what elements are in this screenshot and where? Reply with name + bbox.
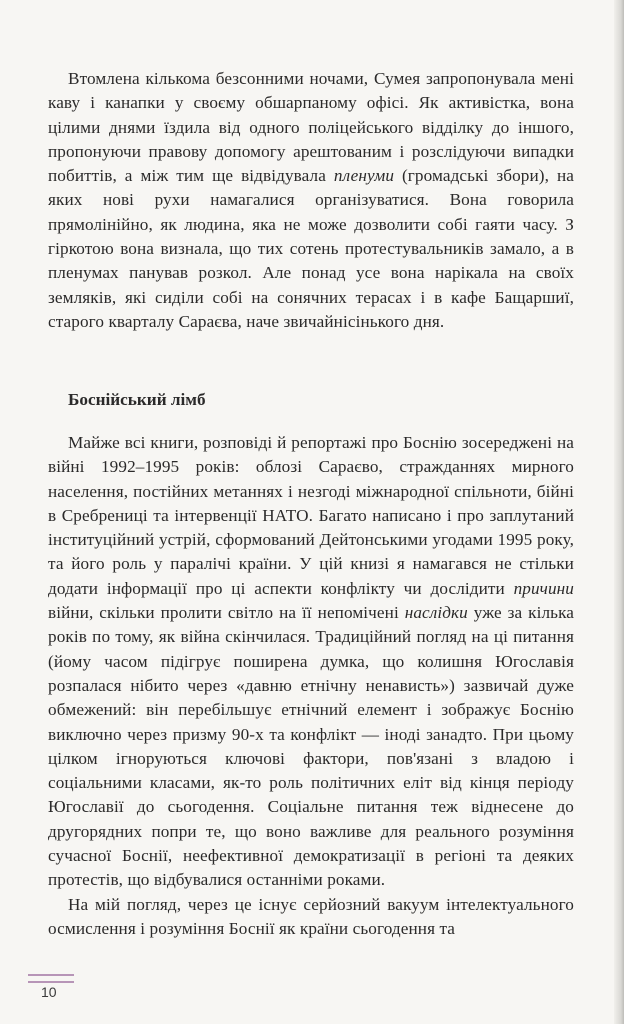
text-run: Втомлена кількома безсонними ночами, Сумея запропонувала мені каву і канапки у своєму обшарпаному офісі. Як активістка, вона цілими днями їздила від одного поліцейського відділку до іншого, пропонуючи правову допомогу арештованим і розслідуючи випадки побиттів, а між тим ще відвідувала <box>48 69 574 186</box>
text-run: (громадські збори), на яких нові рухи намагалися організуватися. Вона говорила прямолінійно, як людина, яка не може дозволити собі гаяти часу. З гіркотою вона визнала, що тих сотень протестувальників замало, а в пленумах панував розкол. Але понад усе вона нарікала на своїх земляків, які сиділи собі на сонячних терасах і в кафе Бащаршиї, старого кварталу Сараєва, наче звичайнісінького дня. <box>48 166 574 331</box>
page-edge-shadow <box>614 0 624 1024</box>
footer-rule <box>28 974 74 983</box>
opening-text-block <box>48 67 574 334</box>
paragraph <box>48 893 574 942</box>
paragraph <box>48 431 574 893</box>
italic-term: наслідки <box>404 603 468 623</box>
section-heading: Боснійський лімб <box>68 390 206 409</box>
italic-term: причини <box>513 578 574 598</box>
text-run: війни, скільки пролити світло на її непомічені <box>48 603 405 623</box>
section-body-text <box>48 431 574 941</box>
text-run: На мій погляд, через це існує серйозний вакуум інтелектуального осмислення і розуміння Боснії як країни сьогодення та <box>48 894 574 938</box>
italic-term: пленуми <box>333 166 395 186</box>
text-run: уже за кілька років по тому, як війна скінчилася. Традиційний погляд на ці питання (йому часом підігрує поширена думка, що колишня Югославія розпалася нібито через «давню етнічну ненависть») зазвичай дуже обмежений: він перебільшує етнічний елемент і зображує Боснію виключно через призму 90-х та конфлікт — іноді занадто. При цьому цілком ігноруються ключові фактори, пов'язані з владою і соціальними класами, як-то роль політичних еліт від кінця періоду Югославії до сьогодення. Соціальне питання теж віднесене до другорядних попри те, що воно важливе для реального розуміння сучасної Боснії, неефективної демократизації в регіоні та деяких протестів, що відбувалися останніми роками. <box>48 603 574 890</box>
text-run: Майже всі книги, розповіді й репортажі про Боснію зосереджені на війні 1992–1995 років: облозі Сараєво, стражданнях мирного населення, постійних метаннях і незгоді міжнародної спільноти, бійні в Сребрениці та інтервенції НАТО. Багато написано і про заплутаний інституційний устрій, сформований Дейтонськими угодами 1995 року, та його роль у паралічі країни. У цій книзі я намагався не стільки додати інформації про ці аспекти конфлікту чи дослідити <box>48 433 574 598</box>
paragraph <box>48 67 574 334</box>
page-number: 10 <box>41 984 57 1000</box>
